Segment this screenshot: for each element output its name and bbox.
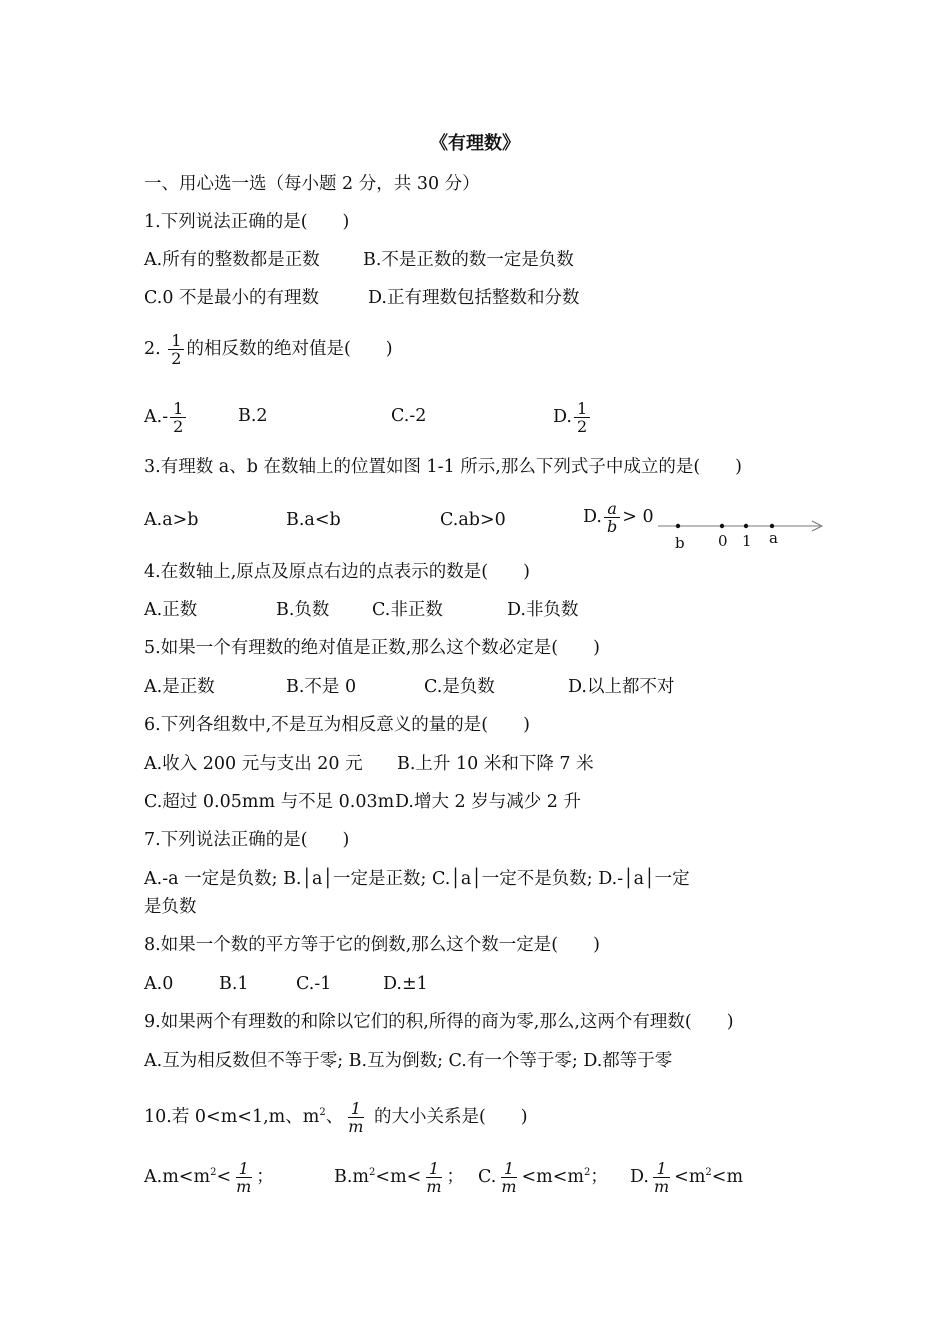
q10-a-sup: 2 bbox=[210, 1167, 217, 1179]
q4-stem: 4.在数轴上,原点及原点右边的点表示的数是( ) bbox=[144, 562, 530, 582]
q3-option-a: A.a>b bbox=[144, 510, 199, 530]
q2-frac-den: 2 bbox=[171, 349, 182, 368]
q10-b-num: 1 bbox=[426, 1160, 442, 1178]
q1-stem: 1.下列说法正确的是( ) bbox=[144, 212, 350, 232]
q10-b-sup: 2 bbox=[369, 1167, 376, 1179]
q1-option-b: B.不是正数的数一定是负数 bbox=[363, 250, 574, 270]
q2-option-b: B.2 bbox=[238, 406, 268, 426]
q10-b-fraction bbox=[423, 1160, 444, 1195]
q10-c-pre: C. bbox=[478, 1167, 497, 1187]
q3-d-den: b bbox=[606, 517, 618, 536]
q6-option-c: C.超过 0.05mm 与不足 0.03m bbox=[144, 792, 395, 812]
q3-d-tail: > 0 bbox=[622, 507, 654, 527]
number-line-label-b: b bbox=[675, 534, 685, 552]
q2-a-fraction bbox=[170, 400, 186, 435]
q10-c-den: m bbox=[501, 1177, 517, 1196]
point-1 bbox=[744, 524, 748, 528]
q5-option-b: B.不是 0 bbox=[286, 677, 357, 697]
q2-frac-num: 1 bbox=[168, 332, 184, 350]
point-0 bbox=[720, 524, 724, 528]
q10-b-pre: B.m bbox=[334, 1167, 370, 1187]
q7-stem: 7.下列说法正确的是( ) bbox=[144, 830, 350, 850]
q6-option-a: A.收入 200 元与支出 20 元 bbox=[144, 754, 363, 774]
q4-option-c: C.非正数 bbox=[372, 600, 443, 620]
q5-stem: 5.如果一个有理数的绝对值是正数,那么这个数必定是( ) bbox=[144, 638, 600, 658]
q3-d-num: a bbox=[604, 500, 620, 518]
q10-a-num: 1 bbox=[236, 1160, 252, 1178]
q10-b-tail: ； bbox=[446, 1167, 464, 1187]
document-title: 《有理数》 bbox=[430, 133, 520, 154]
q2-option-d bbox=[553, 400, 592, 435]
q3-option-c: C.ab>0 bbox=[440, 510, 506, 530]
q1-option-a: A.所有的整数都是正数 bbox=[144, 250, 320, 270]
section-heading: 一、用心选一选（每小题 2 分，共 30 分） bbox=[144, 174, 480, 194]
q10-frac-den: m bbox=[348, 1117, 364, 1136]
q10-a-pre: A.m<m bbox=[144, 1167, 211, 1187]
q10-option-d bbox=[630, 1160, 743, 1195]
q9-stem: 9.如果两个有理数的和除以它们的积,所得的商为零,那么,这两个有理数( ) bbox=[144, 1012, 734, 1032]
q10-a-tail: ； bbox=[256, 1167, 274, 1187]
q10-d-fraction bbox=[651, 1160, 672, 1195]
number-line-label-1: 1 bbox=[742, 532, 752, 550]
q7-options-line1: A.-a 一定是负数; B.│a│一定是正数; C.│a│一定不是负数; D.-│a│一定 bbox=[144, 869, 690, 889]
q3-d-prefix: D. bbox=[583, 507, 602, 527]
q10-d-end: <m bbox=[711, 1167, 744, 1187]
q10-a-den: m bbox=[236, 1177, 252, 1196]
q2-a-den: 2 bbox=[173, 417, 184, 436]
q10-b-den: m bbox=[426, 1177, 442, 1196]
point-b bbox=[676, 524, 680, 528]
q10-option-b bbox=[334, 1160, 464, 1195]
q10-stem-mid: 、 bbox=[325, 1107, 344, 1127]
q10-c-num: 1 bbox=[501, 1160, 517, 1178]
q3-d-fraction bbox=[604, 500, 620, 535]
q3-stem: 3.有理数 a、b 在数轴上的位置如图 1-1 所示,那么下列式子中成立的是( ) bbox=[144, 457, 742, 477]
q1-option-d: D.正有理数包括整数和分数 bbox=[368, 288, 580, 308]
q6-stem: 6.下列各组数中,不是互为相反意义的量的是( ) bbox=[144, 715, 530, 735]
q4-option-b: B.负数 bbox=[276, 600, 330, 620]
q4-option-a: A.正数 bbox=[144, 600, 198, 620]
q7-options-line2: 是负数 bbox=[144, 897, 197, 917]
q2-fraction bbox=[168, 332, 184, 367]
q10-option-a bbox=[144, 1160, 274, 1195]
q10-stem-sup: 2 bbox=[319, 1107, 326, 1119]
q2-d-den: 2 bbox=[576, 417, 588, 436]
q10-a-fraction bbox=[233, 1160, 254, 1195]
q10-d-pre: D. bbox=[630, 1167, 649, 1187]
q2-stem-tail: 的相反数的绝对值是( ) bbox=[186, 339, 393, 359]
q10-d-num: 1 bbox=[653, 1160, 669, 1178]
q8-stem: 8.如果一个数的平方等于它的倒数,那么这个数一定是( ) bbox=[144, 935, 600, 955]
q10-a-mid: < bbox=[216, 1167, 232, 1187]
q10-option-c bbox=[478, 1160, 608, 1195]
q3-option-b: B.a<b bbox=[286, 510, 341, 530]
q10-d-tail: <m bbox=[674, 1167, 706, 1187]
q10-c-tail: <m<m bbox=[521, 1167, 585, 1187]
q2-d-num: 1 bbox=[574, 400, 590, 418]
q5-option-c: C.是负数 bbox=[424, 677, 495, 697]
q2-stem bbox=[144, 332, 393, 367]
q8-option-c: C.-1 bbox=[296, 974, 332, 994]
q10-stem-tail: 的大小关系是( ) bbox=[368, 1107, 528, 1127]
q10-c-fraction bbox=[498, 1160, 519, 1195]
q2-d-fraction bbox=[574, 400, 590, 435]
q10-stem bbox=[144, 1100, 528, 1135]
number-line-label-a: a bbox=[769, 529, 778, 547]
q10-d-sup: 2 bbox=[705, 1167, 712, 1179]
number-line-label-0: 0 bbox=[718, 532, 728, 550]
q2-number: 2. bbox=[144, 339, 161, 359]
q2-option-a bbox=[144, 400, 188, 435]
q9-options: A.互为相反数但不等于零; B.互为倒数; C.有一个等于零; D.都等于零 bbox=[144, 1051, 673, 1071]
q5-option-a: A.是正数 bbox=[144, 677, 215, 697]
q6-option-b: B.上升 10 米和下降 7 米 bbox=[397, 754, 594, 774]
q10-stem-fraction bbox=[345, 1100, 366, 1135]
q8-option-b: B.1 bbox=[219, 974, 249, 994]
point-a bbox=[770, 524, 774, 528]
q10-stem-pre: 10.若 0<m<1,m、m bbox=[144, 1107, 320, 1127]
q10-d-den: m bbox=[653, 1177, 670, 1196]
q2-a-prefix: A.- bbox=[144, 407, 169, 427]
q8-option-a: A.0 bbox=[144, 974, 174, 994]
q2-d-prefix: D. bbox=[553, 407, 572, 427]
q10-b-mid: <m< bbox=[375, 1167, 422, 1187]
q4-option-d: D.非负数 bbox=[507, 600, 579, 620]
q2-a-num: 1 bbox=[170, 400, 186, 418]
q10-frac-num: 1 bbox=[348, 1100, 364, 1118]
q10-c-end: ； bbox=[590, 1167, 608, 1187]
q6-option-d: D.增大 2 岁与减少 2 升 bbox=[395, 792, 581, 812]
q3-option-d bbox=[583, 500, 654, 535]
q10-c-sup: 2 bbox=[584, 1167, 591, 1179]
q2-option-c: C.-2 bbox=[391, 406, 427, 426]
q1-option-c: C.0 不是最小的有理数 bbox=[144, 288, 320, 308]
q5-option-d: D.以上都不对 bbox=[568, 677, 675, 697]
q8-option-d: D.±1 bbox=[383, 974, 428, 994]
